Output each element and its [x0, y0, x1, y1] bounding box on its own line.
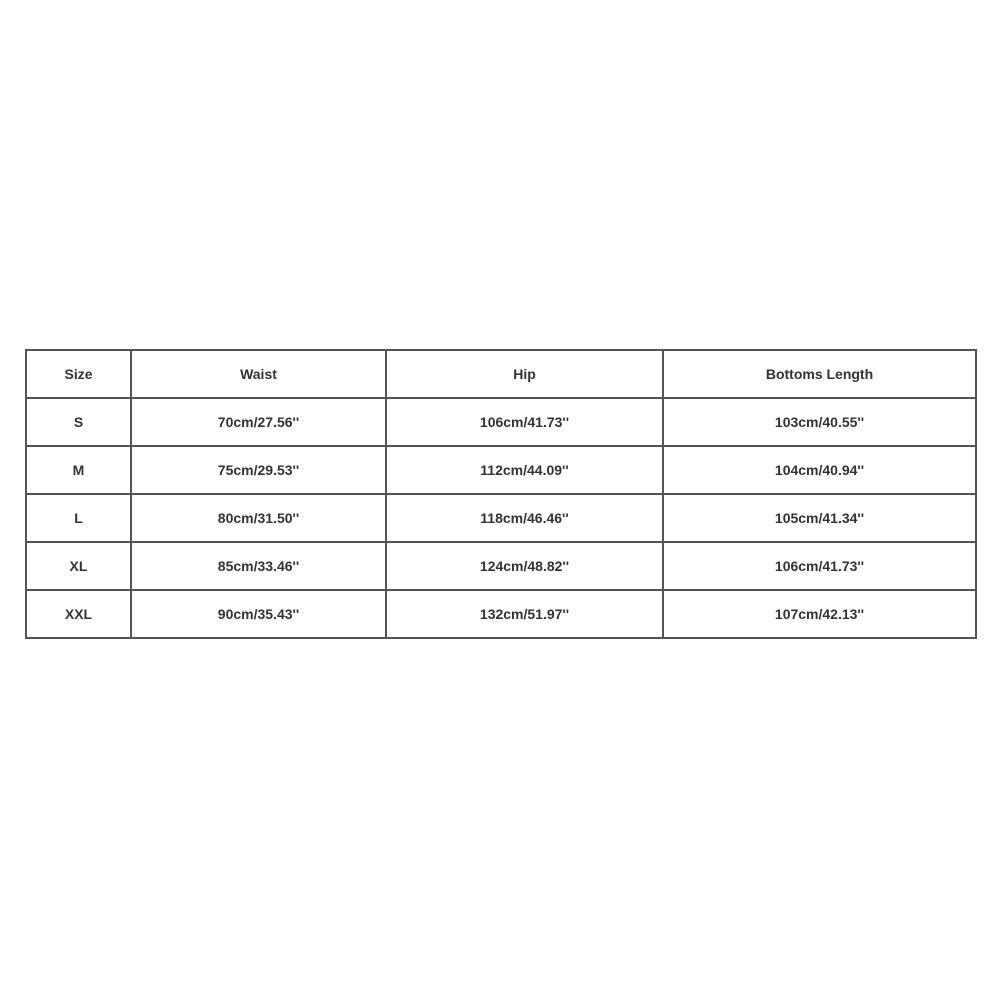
cell-size: XL	[26, 542, 131, 590]
cell-bottoms-length: 106cm/41.73''	[663, 542, 976, 590]
header-waist: Waist	[131, 350, 386, 398]
header-bottoms-length: Bottoms Length	[663, 350, 976, 398]
cell-bottoms-length: 103cm/40.55''	[663, 398, 976, 446]
cell-waist: 80cm/31.50''	[131, 494, 386, 542]
table-row	[26, 590, 976, 638]
cell-size: L	[26, 494, 131, 542]
size-chart-table	[25, 349, 977, 639]
cell-size: M	[26, 446, 131, 494]
cell-bottoms-length: 104cm/40.94''	[663, 446, 976, 494]
table-row	[26, 398, 976, 446]
cell-hip: 106cm/41.73''	[386, 398, 663, 446]
cell-waist: 90cm/35.43''	[131, 590, 386, 638]
cell-hip: 112cm/44.09''	[386, 446, 663, 494]
cell-hip: 132cm/51.97''	[386, 590, 663, 638]
table-row	[26, 542, 976, 590]
cell-waist: 75cm/29.53''	[131, 446, 386, 494]
header-size: Size	[26, 350, 131, 398]
table-row	[26, 446, 976, 494]
cell-size: XXL	[26, 590, 131, 638]
cell-bottoms-length: 105cm/41.34''	[663, 494, 976, 542]
header-hip: Hip	[386, 350, 663, 398]
table-row	[26, 494, 976, 542]
header-row	[26, 350, 976, 398]
cell-waist: 70cm/27.56''	[131, 398, 386, 446]
cell-bottoms-length: 107cm/42.13''	[663, 590, 976, 638]
cell-size: S	[26, 398, 131, 446]
cell-waist: 85cm/33.46''	[131, 542, 386, 590]
cell-hip: 118cm/46.46''	[386, 494, 663, 542]
cell-hip: 124cm/48.82''	[386, 542, 663, 590]
